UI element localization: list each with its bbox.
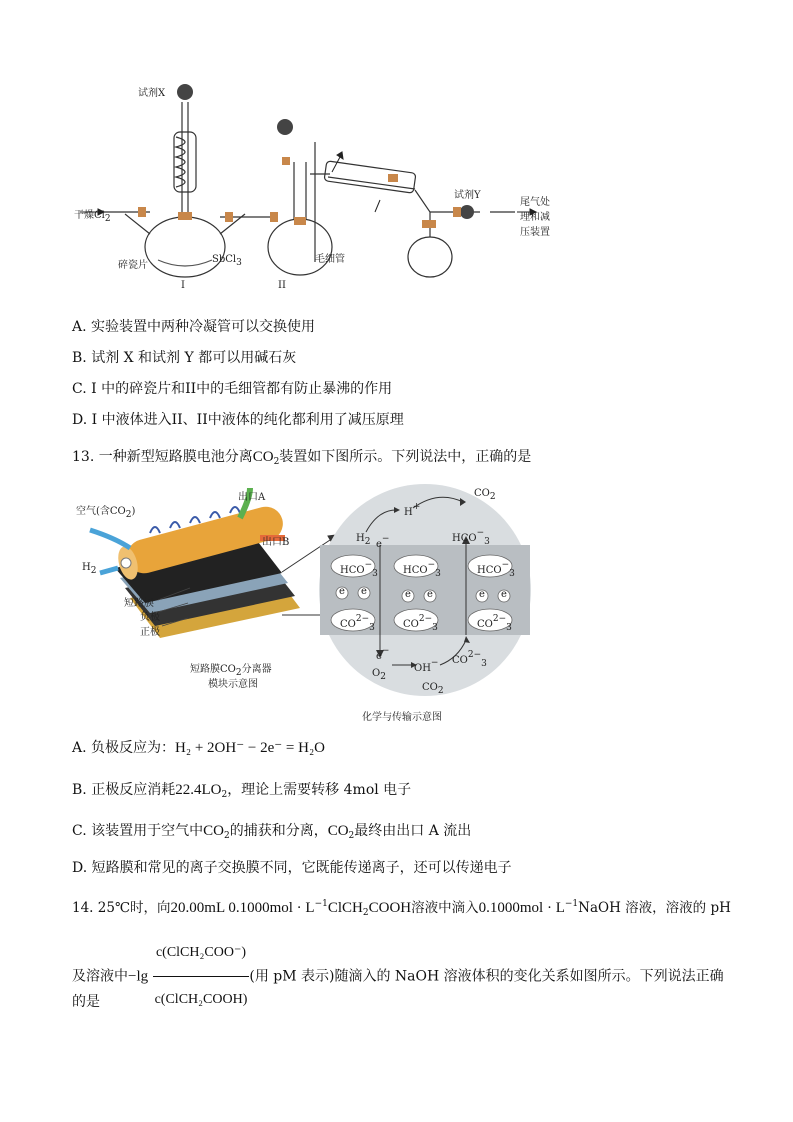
scheme-co2-bottom: CO2 [422, 682, 444, 696]
capillary-label: 毛细管 [315, 254, 345, 265]
scheme-o2: O2 [372, 668, 386, 682]
scheme-co3-1: CO2−3 [340, 614, 375, 633]
q12-option-c: C. I 中的碎瓷片和II中的毛细管都有防止暴沸的作用 [72, 381, 393, 397]
tail-gas-label-3: 压装置 [520, 227, 550, 238]
outlet-a-label: 出口A [238, 492, 266, 503]
q12-option-b: B. 试剂 X 和试剂 Y 都可以用碱石灰 [72, 350, 297, 366]
scheme-e-2: e [361, 586, 367, 597]
porcelain-label: 碎瓷片 [118, 260, 148, 271]
scheme-co3-bottom: CO2−3 [452, 650, 487, 669]
q13-option-a: A. 负极反应为：H₂ + 2OH⁻ − 2e⁻ = H₂O [72, 740, 326, 756]
scheme-caption: 化学与传输示意图 [362, 712, 442, 723]
flask-i [145, 217, 225, 277]
device-caption-2: 模块示意图 [208, 679, 258, 690]
dry-cl2-label: 干燥Cl2 [74, 210, 111, 224]
q13-option-c: C. 该装置用于空气中$CO_2$的捕获和分离，$CO_2$最终由出口 A 流出 [72, 823, 472, 841]
scheme-co2-top: CO2 [474, 488, 496, 502]
scheme-hco3-top: HCO−3 [452, 528, 490, 547]
flask-i-label: I [181, 280, 185, 291]
liebig-condenser [324, 161, 416, 193]
q14-line-2: 及溶液中−lg $\frac{\text{c(ClCH₂COO⁻)}}{\text{c(ClCH₂COOH)}}$ (用 pM 表示)随滴入的 NaOH 溶液体积的变化关系如图所示。下列说法正确 [72, 930, 724, 1023]
tail-gas-label-1: 尾气处 [520, 197, 550, 208]
reagent-x-label: 试剂X [138, 88, 166, 99]
receiver-flask [408, 237, 452, 277]
q14-line-3: 的是 [72, 994, 100, 1010]
scheme-oh: OH− [414, 658, 439, 674]
q13-option-b: B. 正极反应消耗$22.4LO_2$，理论上需要转移 4mol 电子 [72, 782, 412, 800]
anode-label: 负极 [140, 612, 160, 623]
h2-label: H2 [82, 562, 97, 576]
flask-ii [268, 219, 332, 275]
scheme-e-3: e [405, 589, 411, 600]
membrane-label: 短路膜 [124, 598, 154, 609]
scheme-co3-2: CO2−3 [403, 614, 438, 633]
scheme-e-4: e [427, 589, 433, 600]
q12-option-a: A. 实验装置中两种冷凝管可以交换使用 [72, 319, 316, 335]
sbcl3-label: SbCl3 [212, 254, 242, 268]
q13-stem: 13. 一种新型短路膜电池分离$CO_2$装置如下图所示。下列说法中，正确的是 [72, 449, 532, 467]
tail-gas-label-2: 理和减 [520, 212, 550, 223]
q13-option-d: D. 短路膜和常见的离子交换膜不同，它既能传递离子，还可以传递电子 [72, 860, 512, 876]
pm-fraction: $\frac{\text{c(ClCH₂COO⁻)}}{\text{c(ClCH₂COOH)}}$ [153, 930, 250, 1023]
device-caption-1: 短路膜CO2分离器 [190, 664, 272, 678]
reagent-y-label: 试剂Y [454, 190, 481, 201]
scheme-co3-3: CO2−3 [477, 614, 512, 633]
scheme-h-plus: H+ [404, 502, 421, 518]
scheme-h2: H2 [356, 533, 371, 547]
scheme-e-bottom: e− [376, 646, 390, 662]
outlet-b-label: 出口B [262, 537, 290, 548]
scheme-e-1: e [339, 586, 345, 597]
scheme-e-6: e [501, 589, 507, 600]
cathode-label: 正极 [140, 627, 160, 638]
scheme-e-top: e− [376, 534, 390, 550]
scheme-e-5: e [479, 589, 485, 600]
air-label: 空气(含CO2) [76, 506, 136, 520]
q12-option-d: D. I 中液体进入II、II中液体的纯化都利用了减压原理 [72, 412, 404, 428]
flask-ii-label: II [278, 280, 286, 291]
scheme-hco3-1: HCO−3 [340, 560, 378, 579]
scheme-hco3-2: HCO−3 [403, 560, 441, 579]
q14-line-1: 14. 25℃时，向20.00mL $0.1000mol \cdot L^{-1}ClCH_2COOH$溶液中滴入$0.1000mol \cdot L^{-1}NaOH$ 溶液，溶液的 pH [72, 899, 731, 918]
scheme-hco3-3: HCO−3 [477, 560, 515, 579]
